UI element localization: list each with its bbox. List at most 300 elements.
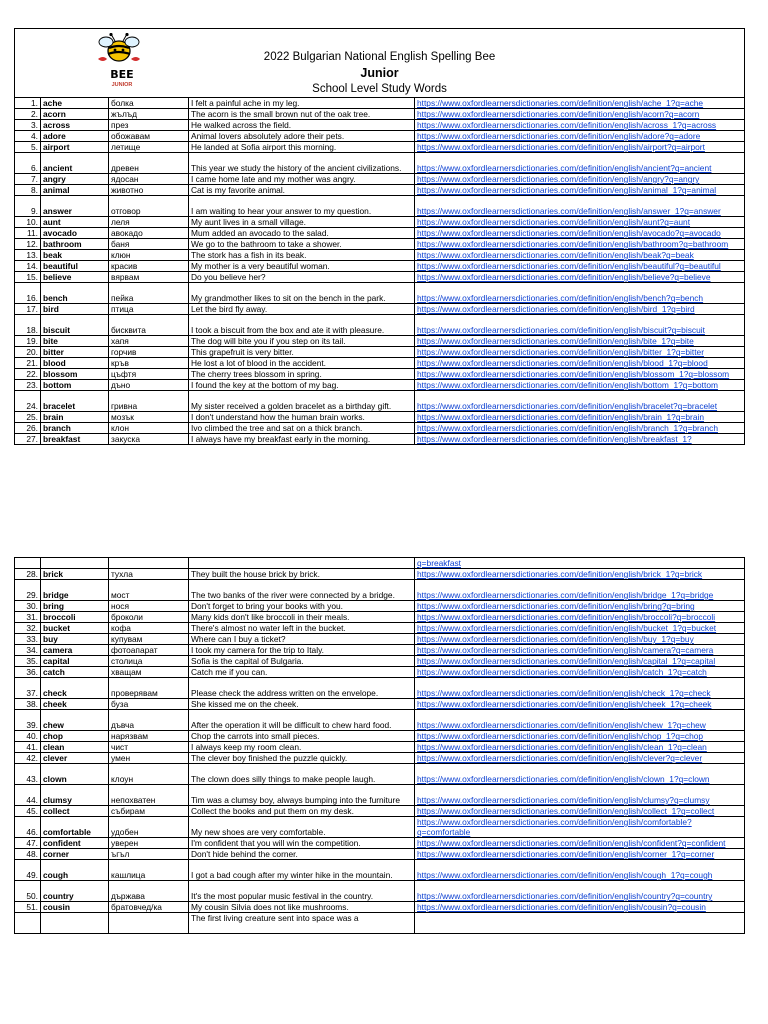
sentence: Many kids don't like broccoli in their meals. xyxy=(189,612,415,623)
word: check xyxy=(41,678,109,699)
table-row xyxy=(15,860,745,881)
row-number: 6. xyxy=(15,153,41,174)
table-row xyxy=(15,174,745,185)
translation: древен xyxy=(109,153,189,174)
word: aunt xyxy=(41,217,109,228)
sentence: Ivo climbed the tree and sat on a thick branch. xyxy=(189,423,415,434)
sentence: Don't hide behind the corner. xyxy=(189,849,415,860)
word: broccoli xyxy=(41,612,109,623)
dictionary-link[interactable]: https://www.oxfordlearnersdictionaries.com/definition/english/chop_1?q=chop xyxy=(415,731,745,742)
row-number: 31. xyxy=(15,612,41,623)
word: airport xyxy=(41,142,109,153)
table-row xyxy=(15,645,745,656)
word: catch xyxy=(41,667,109,678)
dictionary-link[interactable]: https://www.oxfordlearnersdictionaries.com/definition/english/comfortable?q=comfortable xyxy=(415,817,745,838)
sentence: It's the most popular music festival in the country. xyxy=(189,881,415,902)
dictionary-link[interactable]: https://www.oxfordlearnersdictionaries.com/definition/english/believe?q=believe xyxy=(415,272,745,283)
sentence: I got a bad cough after my winter hike in the mountain. xyxy=(189,860,415,881)
word: breakfast xyxy=(41,434,109,445)
row-number: 35. xyxy=(15,656,41,667)
word: brain xyxy=(41,412,109,423)
table-row xyxy=(15,153,745,174)
logo-subtext: JUNIOR xyxy=(111,82,133,88)
translation: отговор xyxy=(109,196,189,217)
dictionary-link[interactable]: https://www.oxfordlearnersdictionaries.com/definition/english/airport?q=airport xyxy=(415,142,745,153)
document-subtitle: Junior xyxy=(360,66,399,80)
table-row xyxy=(15,601,745,612)
dictionary-link[interactable]: https://www.oxfordlearnersdictionaries.com/definition/english/breakfast_1? xyxy=(415,434,745,445)
dictionary-link[interactable]: https://www.oxfordlearnersdictionaries.com/definition/english/clown_1?q=clown xyxy=(415,764,745,785)
translation: авокадо xyxy=(109,228,189,239)
translation: тухла xyxy=(109,569,189,580)
dictionary-link[interactable]: https://www.oxfordlearnersdictionaries.com/definition/english/bring?q=bring xyxy=(415,601,745,612)
table-row xyxy=(15,239,745,250)
table-row xyxy=(15,131,745,142)
translation: нарязвам xyxy=(109,731,189,742)
word: bench xyxy=(41,283,109,304)
word: comfortable xyxy=(41,817,109,838)
row-number: 9. xyxy=(15,196,41,217)
translation: ядосан xyxy=(109,174,189,185)
word: blossom xyxy=(41,369,109,380)
word: cheek xyxy=(41,699,109,710)
row-number: 26. xyxy=(15,423,41,434)
dictionary-link[interactable]: https://www.oxfordlearnersdictionaries.com/definition/english/brick_1?q=brick xyxy=(415,569,745,580)
row-number: 5. xyxy=(15,142,41,153)
row-number: 15. xyxy=(15,272,41,283)
translation: клоун xyxy=(109,764,189,785)
row-number: 44. xyxy=(15,785,41,806)
word: corner xyxy=(41,849,109,860)
dictionary-link[interactable]: https://www.oxfordlearnersdictionaries.com/definition/english/confident?q=confident xyxy=(415,838,745,849)
row-number: 37. xyxy=(15,678,41,699)
translation: през xyxy=(109,120,189,131)
row-number: 8. xyxy=(15,185,41,196)
table-row xyxy=(15,881,745,902)
dictionary-link[interactable]: https://www.oxfordlearnersdictionaries.com/definition/english/bite_1?q=bite xyxy=(415,336,745,347)
translation: удобен xyxy=(109,817,189,838)
word: clumsy xyxy=(41,785,109,806)
word: bring xyxy=(41,601,109,612)
sentence: Chop the carrots into small pieces. xyxy=(189,731,415,742)
table-row xyxy=(15,185,745,196)
word: buy xyxy=(41,634,109,645)
dictionary-link[interactable]: q=breakfast xyxy=(415,558,745,569)
sentence: Don't forget to bring your books with you. xyxy=(189,601,415,612)
translation: дъно xyxy=(109,380,189,391)
table-row xyxy=(15,678,745,699)
dictionary-link[interactable]: https://www.oxfordlearnersdictionaries.com/definition/english/check_1?q=check xyxy=(415,678,745,699)
row-number: 22. xyxy=(15,369,41,380)
sentence: I don't understand how the human brain works. xyxy=(189,412,415,423)
translation: вярвам xyxy=(109,272,189,283)
word: chop xyxy=(41,731,109,742)
table-row xyxy=(15,391,745,412)
row-number: 23. xyxy=(15,380,41,391)
sentence: My grandmother likes to sit on the bench in the park. xyxy=(189,283,415,304)
word xyxy=(41,558,109,569)
word: believe xyxy=(41,272,109,283)
table-row xyxy=(15,764,745,785)
table-row xyxy=(15,623,745,634)
word: clown xyxy=(41,764,109,785)
sentence: Cat is my favorite animal. xyxy=(189,185,415,196)
translation: броколи xyxy=(109,612,189,623)
row-number: 47. xyxy=(15,838,41,849)
table-row xyxy=(15,785,745,806)
word: confident xyxy=(41,838,109,849)
dictionary-link[interactable]: https://www.oxfordlearnersdictionaries.com/definition/english/clever?q=clever xyxy=(415,753,745,764)
word: bridge xyxy=(41,580,109,601)
row-number: 28. xyxy=(15,569,41,580)
table-row xyxy=(15,315,745,336)
translation: уверен xyxy=(109,838,189,849)
translation: фотоапарат xyxy=(109,645,189,656)
sentence: My aunt lives in a small village. xyxy=(189,217,415,228)
dictionary-link[interactable]: https://www.oxfordlearnersdictionaries.com/definition/english/answer_1?q=answer xyxy=(415,196,745,217)
row-number: 16. xyxy=(15,283,41,304)
sentence: Catch me if you can. xyxy=(189,667,415,678)
sentence: They built the house brick by brick. xyxy=(189,569,415,580)
sentence: The clever boy finished the puzzle quickly. xyxy=(189,753,415,764)
sentence: My mother is a very beautiful woman. xyxy=(189,261,415,272)
word: ancient xyxy=(41,153,109,174)
word: across xyxy=(41,120,109,131)
sentence: Tim was a clumsy boy, always bumping into the furniture xyxy=(189,785,415,806)
row-number: 41. xyxy=(15,742,41,753)
word-table-part-2 xyxy=(14,557,745,934)
table-row xyxy=(15,196,745,217)
dictionary-link[interactable] xyxy=(415,913,745,934)
word: clean xyxy=(41,742,109,753)
table-row xyxy=(15,806,745,817)
table-row xyxy=(15,569,745,580)
dictionary-link[interactable]: https://www.oxfordlearnersdictionaries.com/definition/english/cough_1?q=cough xyxy=(415,860,745,881)
row-number: 1. xyxy=(15,98,41,109)
word: branch xyxy=(41,423,109,434)
dictionary-link[interactable]: https://www.oxfordlearnersdictionaries.com/definition/english/cheek_1?q=cheek xyxy=(415,699,745,710)
translation: жълъд xyxy=(109,109,189,120)
word: avocado xyxy=(41,228,109,239)
document-header xyxy=(15,29,745,98)
translation: мозък xyxy=(109,412,189,423)
sentence: My sister received a golden bracelet as a birthday gift. xyxy=(189,391,415,412)
row-number: 13. xyxy=(15,250,41,261)
dictionary-link[interactable]: https://www.oxfordlearnersdictionaries.com/definition/english/avocado?q=avocado xyxy=(415,228,745,239)
table-row xyxy=(15,120,745,131)
word: angry xyxy=(41,174,109,185)
sentence: The first living creature sent into space was a xyxy=(189,913,415,934)
dictionary-link[interactable]: https://www.oxfordlearnersdictionaries.com/definition/english/chew_1?q=chew xyxy=(415,710,745,731)
table-row xyxy=(15,710,745,731)
table-row xyxy=(15,434,745,445)
translation: пейка xyxy=(109,283,189,304)
row-number: 11. xyxy=(15,228,41,239)
sentence: I came home late and my mother was angry. xyxy=(189,174,415,185)
row-number: 49. xyxy=(15,860,41,881)
table-row xyxy=(15,358,745,369)
dictionary-link[interactable]: https://www.oxfordlearnersdictionaries.com/definition/english/blossom_1?q=blossom xyxy=(415,369,745,380)
table-row xyxy=(15,347,745,358)
dictionary-link[interactable]: https://www.oxfordlearnersdictionaries.com/definition/english/buy_1?q=buy xyxy=(415,634,745,645)
translation: леля xyxy=(109,217,189,228)
translation: чист xyxy=(109,742,189,753)
dictionary-link[interactable]: https://www.oxfordlearnersdictionaries.com/definition/english/country?q=country xyxy=(415,881,745,902)
translation xyxy=(109,558,189,569)
sentence: Collect the books and put them on my desk. xyxy=(189,806,415,817)
word: capital xyxy=(41,656,109,667)
row-number: 4. xyxy=(15,131,41,142)
translation: клюн xyxy=(109,250,189,261)
row-number: 50. xyxy=(15,881,41,902)
translation: цъфтя xyxy=(109,369,189,380)
table-row xyxy=(15,731,745,742)
word: collect xyxy=(41,806,109,817)
table-row xyxy=(15,902,745,913)
translation: летище xyxy=(109,142,189,153)
table-row xyxy=(15,261,745,272)
dictionary-link[interactable]: https://www.oxfordlearnersdictionaries.com/definition/english/brain_1?q=brain xyxy=(415,412,745,423)
dictionary-link[interactable]: https://www.oxfordlearnersdictionaries.com/definition/english/bitter_1?q=bitter xyxy=(415,347,745,358)
translation: държава xyxy=(109,881,189,902)
translation: купувам xyxy=(109,634,189,645)
document-title: 2022 Bulgarian National English Spelling Bee xyxy=(263,51,496,63)
translation: бисквита xyxy=(109,315,189,336)
dictionary-link[interactable]: https://www.oxfordlearnersdictionaries.com/definition/english/animal_1?q=animal xyxy=(415,185,745,196)
sentence: Let the bird fly away. xyxy=(189,304,415,315)
table-row xyxy=(15,849,745,860)
word: animal xyxy=(41,185,109,196)
sentence: He lost a lot of blood in the accident. xyxy=(189,358,415,369)
row-number: 18. xyxy=(15,315,41,336)
sentence: She kissed me on the cheek. xyxy=(189,699,415,710)
dictionary-link[interactable]: https://www.oxfordlearnersdictionaries.com/definition/english/beak?q=beak xyxy=(415,250,745,261)
sentence: Mum added an avocado to the salad. xyxy=(189,228,415,239)
dictionary-link[interactable]: https://www.oxfordlearnersdictionaries.com/definition/english/across_1?q=across xyxy=(415,120,745,131)
sentence: I took my camera for the trip to Italy. xyxy=(189,645,415,656)
table-row xyxy=(15,423,745,434)
row-number: 17. xyxy=(15,304,41,315)
row-number: 33. xyxy=(15,634,41,645)
word: adore xyxy=(41,131,109,142)
table-row xyxy=(15,369,745,380)
sentence: This grapefruit is very bitter. xyxy=(189,347,415,358)
translation: нося xyxy=(109,601,189,612)
table-row xyxy=(15,272,745,283)
sentence: There's almost no water left in the bucket. xyxy=(189,623,415,634)
row-number: 36. xyxy=(15,667,41,678)
word xyxy=(41,913,109,934)
row-number: 14. xyxy=(15,261,41,272)
dictionary-link[interactable]: https://www.oxfordlearnersdictionaries.com/definition/english/collect_1?q=collect xyxy=(415,806,745,817)
translation: непохватен xyxy=(109,785,189,806)
table-row xyxy=(15,656,745,667)
table-row xyxy=(15,699,745,710)
sentence: The clown does silly things to make people laugh. xyxy=(189,764,415,785)
translation: мост xyxy=(109,580,189,601)
row-number: 3. xyxy=(15,120,41,131)
sentence: I felt a painful ache in my leg. xyxy=(189,98,415,109)
dictionary-link[interactable]: https://www.oxfordlearnersdictionaries.com/definition/english/bird_1?q=bird xyxy=(415,304,745,315)
row-number: 27. xyxy=(15,434,41,445)
sentence: I'm confident that you will win the competition. xyxy=(189,838,415,849)
word: answer xyxy=(41,196,109,217)
table-row xyxy=(15,753,745,764)
row-number: 51. xyxy=(15,902,41,913)
dictionary-link[interactable]: https://www.oxfordlearnersdictionaries.com/definition/english/cousin?q=cousin xyxy=(415,902,745,913)
dictionary-link[interactable]: https://www.oxfordlearnersdictionaries.com/definition/english/blood_1?q=blood xyxy=(415,358,745,369)
logo-text: BEE xyxy=(110,68,134,81)
translation: закуска xyxy=(109,434,189,445)
row-number xyxy=(15,558,41,569)
dictionary-link[interactable]: https://www.oxfordlearnersdictionaries.com/definition/english/camera?q=camera xyxy=(415,645,745,656)
translation: хващам xyxy=(109,667,189,678)
translation: събирам xyxy=(109,806,189,817)
word: biscuit xyxy=(41,315,109,336)
dictionary-link[interactable]: https://www.oxfordlearnersdictionaries.com/definition/english/biscuit?q=biscuit xyxy=(415,315,745,336)
dictionary-link[interactable]: https://www.oxfordlearnersdictionaries.com/definition/english/bottom_1?q=bottom xyxy=(415,380,745,391)
dictionary-link[interactable]: https://www.oxfordlearnersdictionaries.com/definition/english/aunt?q=aunt xyxy=(415,217,745,228)
row-number: 34. xyxy=(15,645,41,656)
sentence: I found the key at the bottom of my bag. xyxy=(189,380,415,391)
table-row xyxy=(15,580,745,601)
word: bathroom xyxy=(41,239,109,250)
translation: столица xyxy=(109,656,189,667)
sentence: The acorn is the small brown nut of the oak tree. xyxy=(189,109,415,120)
sentence: Please check the address written on the envelope. xyxy=(189,678,415,699)
word: bitter xyxy=(41,347,109,358)
row-number: 42. xyxy=(15,753,41,764)
word: country xyxy=(41,881,109,902)
sentence: The dog will bite you if you step on its tail. xyxy=(189,336,415,347)
sentence: I always have my breakfast early in the morning. xyxy=(189,434,415,445)
translation: кашлица xyxy=(109,860,189,881)
table-row xyxy=(15,667,745,678)
table-row xyxy=(15,98,745,109)
word: blood xyxy=(41,358,109,369)
word: bucket xyxy=(41,623,109,634)
dictionary-link[interactable]: https://www.oxfordlearnersdictionaries.com/definition/english/acorn?q=acorn xyxy=(415,109,745,120)
word: bird xyxy=(41,304,109,315)
sentence: Where can I buy a ticket? xyxy=(189,634,415,645)
sentence xyxy=(189,558,415,569)
translation: буза xyxy=(109,699,189,710)
dictionary-link[interactable]: https://www.oxfordlearnersdictionaries.com/definition/english/broccoli?q=broccoli xyxy=(415,612,745,623)
table-row xyxy=(15,304,745,315)
dictionary-link[interactable]: https://www.oxfordlearnersdictionaries.com/definition/english/angry?q=angry xyxy=(415,174,745,185)
dictionary-link[interactable]: https://www.oxfordlearnersdictionaries.com/definition/english/clumsy?q=clumsy xyxy=(415,785,745,806)
row-number: 48. xyxy=(15,849,41,860)
dictionary-link[interactable]: https://www.oxfordlearnersdictionaries.com/definition/english/catch_1?q=catch xyxy=(415,667,745,678)
dictionary-link[interactable]: https://www.oxfordlearnersdictionaries.com/definition/english/branch_1?q=branch xyxy=(415,423,745,434)
table-row xyxy=(15,283,745,304)
table-row xyxy=(15,250,745,261)
sentence: I always keep my room clean. xyxy=(189,742,415,753)
row-number: 43. xyxy=(15,764,41,785)
sentence: Do you believe her? xyxy=(189,272,415,283)
dictionary-link[interactable]: https://www.oxfordlearnersdictionaries.com/definition/english/bucket_1?q=bucket xyxy=(415,623,745,634)
continuation-row xyxy=(15,558,745,569)
table-row-partial xyxy=(15,913,745,934)
row-number: 7. xyxy=(15,174,41,185)
translation: баня xyxy=(109,239,189,250)
translation: обожавам xyxy=(109,131,189,142)
translation: болка xyxy=(109,98,189,109)
row-number: 38. xyxy=(15,699,41,710)
translation: кръв xyxy=(109,358,189,369)
translation: красив xyxy=(109,261,189,272)
table-row xyxy=(15,380,745,391)
sentence: The stork has a fish in its beak. xyxy=(189,250,415,261)
translation: птица xyxy=(109,304,189,315)
dictionary-link[interactable]: https://www.oxfordlearnersdictionaries.com/definition/english/beautiful?q=beautiful xyxy=(415,261,745,272)
translation: кофа xyxy=(109,623,189,634)
word: camera xyxy=(41,645,109,656)
row-number: 45. xyxy=(15,806,41,817)
table-row xyxy=(15,109,745,120)
dictionary-link[interactable]: https://www.oxfordlearnersdictionaries.com/definition/english/corner_1?q=corner xyxy=(415,849,745,860)
row-number: 10. xyxy=(15,217,41,228)
sentence: My cousin Silvia does not like mushrooms. xyxy=(189,902,415,913)
sentence: The two banks of the river were connected by a bridge. xyxy=(189,580,415,601)
word: ache xyxy=(41,98,109,109)
dictionary-link[interactable]: https://www.oxfordlearnersdictionaries.com/definition/english/bench?q=bench xyxy=(415,283,745,304)
dictionary-link[interactable]: https://www.oxfordlearnersdictionaries.com/definition/english/ancient?q=ancient xyxy=(415,153,745,174)
dictionary-link[interactable]: https://www.oxfordlearnersdictionaries.com/definition/english/bridge_1?q=bridge xyxy=(415,580,745,601)
sentence: The cherry trees blossom in spring. xyxy=(189,369,415,380)
table-row xyxy=(15,742,745,753)
translation: проверявам xyxy=(109,678,189,699)
translation: умен xyxy=(109,753,189,764)
sentence: I took a biscuit from the box and ate it with pleasure. xyxy=(189,315,415,336)
word: beautiful xyxy=(41,261,109,272)
translation: гривна xyxy=(109,391,189,412)
table-row xyxy=(15,228,745,239)
sentence: My new shoes are very comfortable. xyxy=(189,817,415,838)
word-table-part-1 xyxy=(14,28,745,445)
dictionary-link[interactable]: https://www.oxfordlearnersdictionaries.com/definition/english/ache_1?q=ache xyxy=(415,98,745,109)
row-number: 25. xyxy=(15,412,41,423)
word: cousin xyxy=(41,902,109,913)
row-number: 19. xyxy=(15,336,41,347)
table-row xyxy=(15,412,745,423)
row-number: 32. xyxy=(15,623,41,634)
table-row xyxy=(15,634,745,645)
dictionary-link[interactable]: https://www.oxfordlearnersdictionaries.com/definition/english/adore?q=adore xyxy=(415,131,745,142)
row-number: 21. xyxy=(15,358,41,369)
dictionary-link[interactable]: https://www.oxfordlearnersdictionaries.com/definition/english/bracelet?q=bracelet xyxy=(415,391,745,412)
row-number: 12. xyxy=(15,239,41,250)
row-number: 29. xyxy=(15,580,41,601)
row-number: 24. xyxy=(15,391,41,412)
translation xyxy=(109,913,189,934)
table-row xyxy=(15,817,745,838)
word: bottom xyxy=(41,380,109,391)
dictionary-link[interactable]: https://www.oxfordlearnersdictionaries.com/definition/english/clean_1?q=clean xyxy=(415,742,745,753)
sentence: This year we study the history of the ancient civilizations. xyxy=(189,153,415,174)
translation: братовчед/ка xyxy=(109,902,189,913)
word: acorn xyxy=(41,109,109,120)
table-row xyxy=(15,217,745,228)
row-number: 40. xyxy=(15,731,41,742)
dictionary-link[interactable]: https://www.oxfordlearnersdictionaries.com/definition/english/bathroom?q=bathroom xyxy=(415,239,745,250)
word: chew xyxy=(41,710,109,731)
row-number: 2. xyxy=(15,109,41,120)
sentence: After the operation it will be difficult to chew hard food. xyxy=(189,710,415,731)
dictionary-link[interactable]: https://www.oxfordlearnersdictionaries.com/definition/english/capital_1?q=capital xyxy=(415,656,745,667)
translation: дъвча xyxy=(109,710,189,731)
sentence: I am waiting to hear your answer to my question. xyxy=(189,196,415,217)
